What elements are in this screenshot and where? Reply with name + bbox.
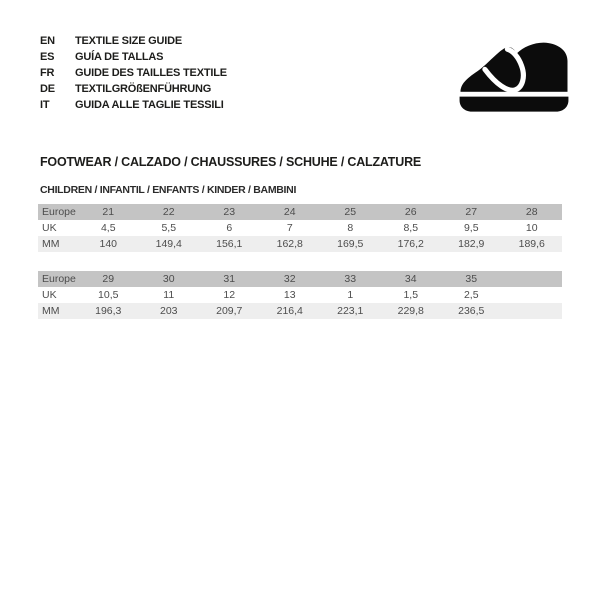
size-cell: 30	[162, 273, 175, 285]
table-row-europe	[38, 271, 562, 287]
size-cell: 31	[223, 273, 236, 285]
table-row-uk	[38, 220, 562, 236]
size-cell: 9,5	[463, 222, 479, 234]
size-cell: 149,4	[155, 238, 182, 250]
size-cell: 12	[223, 289, 236, 301]
lang-code: FR	[40, 67, 55, 79]
row-label: UK	[42, 289, 57, 301]
size-cell: 8	[347, 222, 354, 234]
section-title: FOOTWEAR / CALZADO / CHAUSSURES / SCHUHE / CALZATURE	[40, 155, 422, 169]
size-cell: 21	[102, 206, 115, 218]
size-cell: 209,7	[216, 305, 243, 317]
size-cell: 27	[465, 206, 478, 218]
size-cell	[502, 287, 563, 303]
size-cell: 34	[404, 273, 417, 285]
size-cell: 8,5	[403, 222, 419, 234]
size-cell: 4,5	[100, 222, 116, 234]
lang-title: TEXTILGRÖßENFÜHRUNG	[75, 83, 212, 95]
size-cell: 176,2	[397, 238, 424, 250]
lang-title: TEXTILE SIZE GUIDE	[75, 35, 183, 47]
children-size-table-29-35	[38, 271, 562, 319]
size-cell: 33	[344, 273, 357, 285]
size-cell: 28	[525, 206, 538, 218]
language-title-list	[40, 33, 227, 113]
size-cell: 182,9	[458, 238, 485, 250]
row-label: Europe	[42, 206, 76, 218]
size-cell: 156,1	[216, 238, 243, 250]
size-cell: 13	[283, 289, 296, 301]
size-cell: 2,5	[463, 289, 479, 301]
size-cell: 203	[159, 305, 178, 317]
lang-row-de	[40, 81, 227, 97]
size-cell: 5,5	[161, 222, 177, 234]
size-cell: 29	[102, 273, 115, 285]
size-cell: 196,3	[95, 305, 122, 317]
size-cell: 10	[525, 222, 538, 234]
row-label: MM	[42, 238, 60, 250]
lang-row-es	[40, 49, 227, 65]
size-cell	[502, 303, 563, 319]
size-cell: 229,8	[397, 305, 424, 317]
size-cell	[502, 271, 563, 287]
row-label: MM	[42, 305, 60, 317]
size-cell: 7	[286, 222, 293, 234]
size-cell: 216,4	[276, 305, 303, 317]
size-cell: 35	[465, 273, 478, 285]
size-cell: 11	[163, 289, 175, 301]
lang-row-it	[40, 97, 227, 113]
size-cell: 1	[347, 289, 354, 301]
size-cell: 25	[344, 206, 357, 218]
lang-title: GUIDE DES TAILLES TEXTILE	[75, 67, 227, 79]
lang-title: GUIDA ALLE TAGLIE TESSILI	[75, 99, 224, 111]
size-cell: 32	[283, 273, 296, 285]
size-cell: 22	[162, 206, 175, 218]
size-cell: 26	[404, 206, 417, 218]
table-row-europe	[38, 204, 562, 220]
size-cell: 140	[99, 238, 118, 250]
row-label: UK	[42, 222, 57, 234]
lang-row-en	[40, 33, 227, 49]
size-cell: 6	[226, 222, 233, 234]
size-cell: 162,8	[276, 238, 303, 250]
size-cell: 23	[223, 206, 236, 218]
table-row-mm	[38, 236, 562, 252]
size-cell: 1,5	[403, 289, 419, 301]
baby-shoe-icon	[453, 37, 575, 113]
lang-code: DE	[40, 83, 55, 95]
children-size-table-21-28	[38, 204, 562, 252]
size-cell: 189,6	[518, 238, 545, 250]
lang-code: EN	[40, 35, 55, 47]
size-cell: 236,5	[458, 305, 485, 317]
row-label: Europe	[42, 273, 76, 285]
size-cell: 223,1	[337, 305, 364, 317]
lang-code: ES	[40, 51, 55, 63]
size-cell: 169,5	[337, 238, 364, 250]
table-row-uk	[38, 287, 562, 303]
table-row-mm	[38, 303, 562, 319]
section-subtitle: CHILDREN / INFANTIL / ENFANTS / KINDER / BAMBINI	[40, 184, 297, 196]
lang-title: GUÍA DE TALLAS	[75, 51, 164, 63]
lang-row-fr	[40, 65, 227, 81]
lang-code: IT	[40, 99, 50, 111]
size-cell: 10,5	[98, 289, 119, 301]
size-cell: 24	[283, 206, 296, 218]
